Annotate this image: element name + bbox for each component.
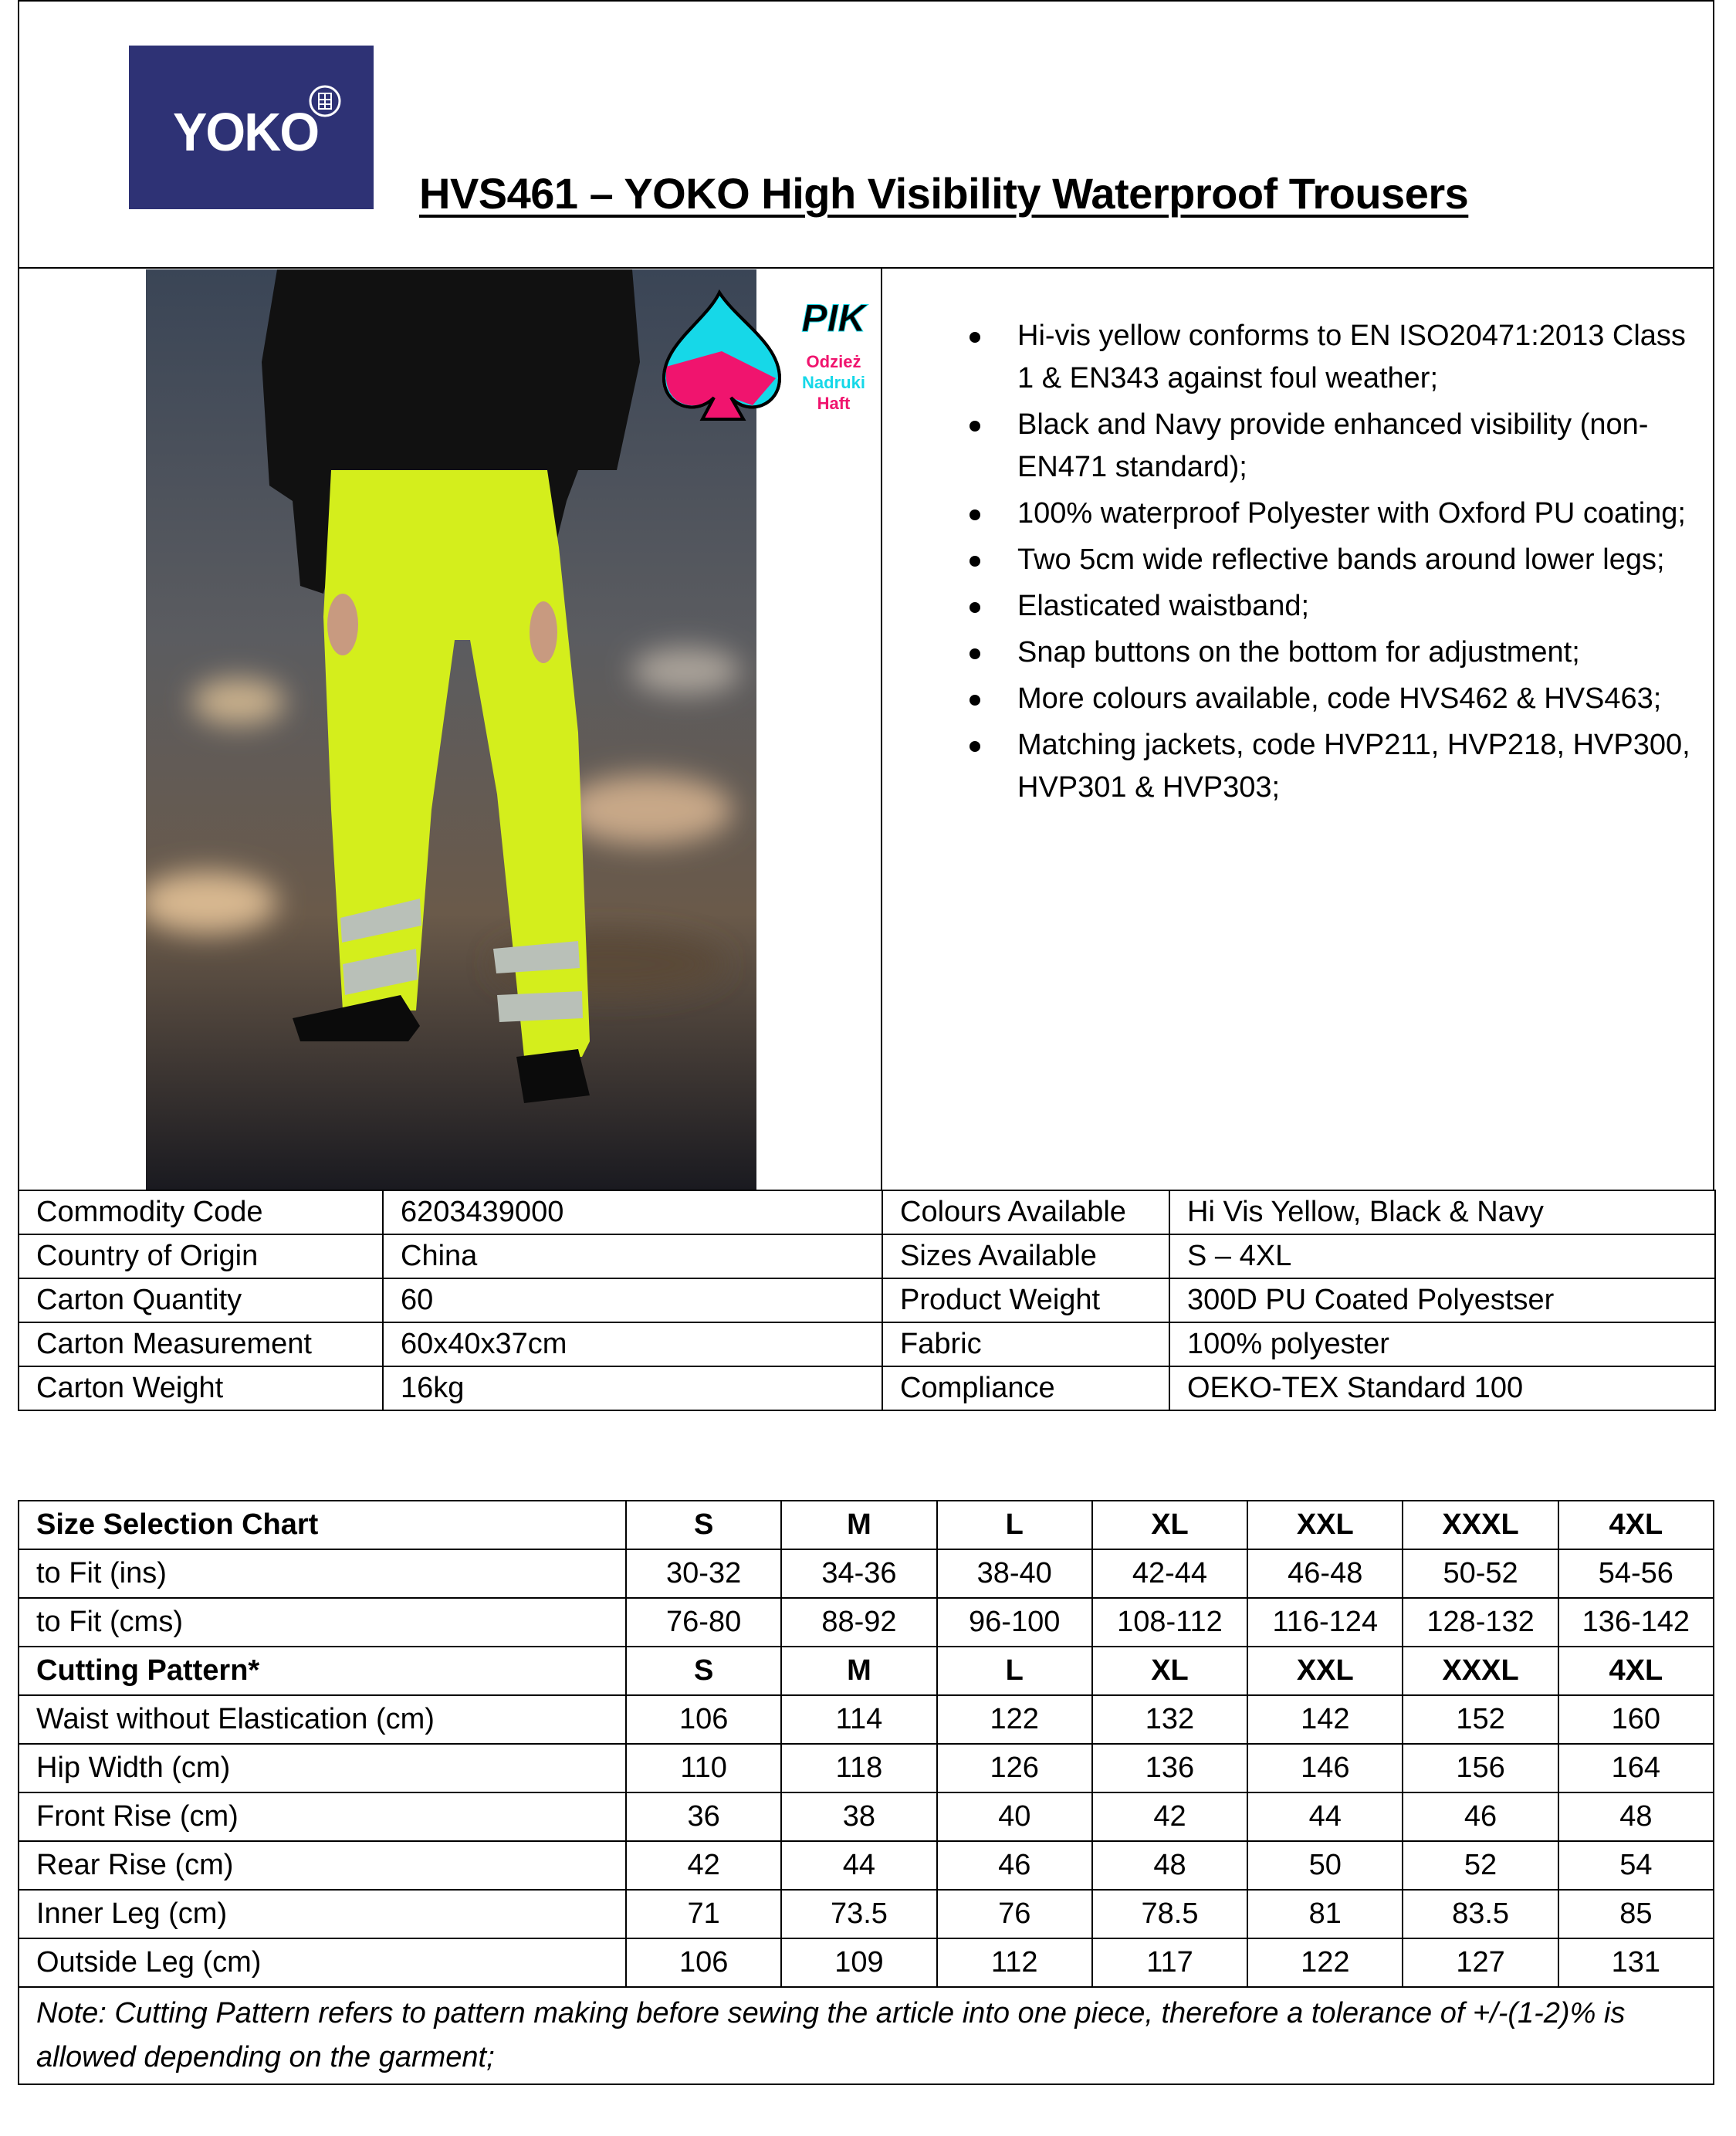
size-cell: 4XL: [1558, 1501, 1714, 1549]
spec-label: Carton Quantity: [19, 1278, 383, 1322]
size-cell: 52: [1403, 1841, 1558, 1890]
size-cell: 116-124: [1247, 1598, 1403, 1647]
size-cell: 34-36: [781, 1549, 936, 1598]
size-cell: 152: [1403, 1695, 1558, 1744]
pik-watermark: [660, 289, 876, 436]
size-row: [19, 1695, 1714, 1744]
size-cell: 46: [937, 1841, 1092, 1890]
size-cell: 126: [937, 1744, 1092, 1792]
spec-value: Hi Vis Yellow, Black & Navy: [1169, 1190, 1715, 1234]
size-row: [19, 1501, 1714, 1549]
size-cell: 42: [626, 1841, 781, 1890]
size-cell: 36: [626, 1792, 781, 1841]
feature-item: Two 5cm wide reflective bands around lower legs;: [970, 539, 1695, 581]
pik-tagline: [783, 351, 884, 414]
spec-value: China: [383, 1234, 882, 1278]
size-cell: XXXL: [1403, 1647, 1558, 1695]
vest-icon: [308, 84, 342, 118]
spec-row: [19, 1190, 1715, 1234]
size-cell: M: [781, 1501, 936, 1549]
spec-label: Sizes Available: [882, 1234, 1169, 1278]
size-cell: 122: [937, 1695, 1092, 1744]
size-cell: 122: [1247, 1938, 1403, 1987]
yoko-logo: [129, 46, 374, 209]
size-cell: 44: [1247, 1792, 1403, 1841]
size-cell: 164: [1558, 1744, 1714, 1792]
size-cell: 136-142: [1558, 1598, 1714, 1647]
size-cell: L: [937, 1501, 1092, 1549]
size-row-label: Front Rise (cm): [19, 1792, 626, 1841]
size-row-label: Size Selection Chart: [19, 1501, 626, 1549]
size-cell: 131: [1558, 1938, 1714, 1987]
size-row-label: Inner Leg (cm): [19, 1890, 626, 1938]
size-cell: L: [937, 1647, 1092, 1695]
size-cell: 38-40: [937, 1549, 1092, 1598]
size-cell: 78.5: [1092, 1890, 1247, 1938]
size-cell: 42: [1092, 1792, 1247, 1841]
feature-item: Elasticated waistband;: [970, 585, 1695, 628]
spec-value: S – 4XL: [1169, 1234, 1715, 1278]
size-cell: 76: [937, 1890, 1092, 1938]
size-row-label: Cutting Pattern*: [19, 1647, 626, 1695]
spec-row: [19, 1234, 1715, 1278]
spec-value: 60: [383, 1278, 882, 1322]
spec-value: OEKO-TEX Standard 100: [1169, 1366, 1715, 1410]
size-row: [19, 1841, 1714, 1890]
spec-label: Country of Origin: [19, 1234, 383, 1278]
spec-label: Colours Available: [882, 1190, 1169, 1234]
spec-row: [19, 1278, 1715, 1322]
feature-list: [970, 315, 1695, 813]
size-cell: 48: [1092, 1841, 1247, 1890]
size-cell: 160: [1558, 1695, 1714, 1744]
size-row: [19, 1890, 1714, 1938]
note-row: [19, 1987, 1714, 2084]
size-cell: 46-48: [1247, 1549, 1403, 1598]
size-row: [19, 1598, 1714, 1647]
page-title: HVS461 – YOKO High Visibility Waterproof Trousers: [419, 169, 1469, 218]
size-cell: 50: [1247, 1841, 1403, 1890]
feature-item: Snap buttons on the bottom for adjustment;: [970, 631, 1695, 674]
feature-item: More colours available, code HVS462 & HVS463;: [970, 678, 1695, 720]
size-row-label: to Fit (ins): [19, 1549, 626, 1598]
size-cell: XXL: [1247, 1647, 1403, 1695]
size-cell: 4XL: [1558, 1647, 1714, 1695]
size-cell: 83.5: [1403, 1890, 1558, 1938]
size-row-label: Outside Leg (cm): [19, 1938, 626, 1987]
spec-value: 100% polyester: [1169, 1322, 1715, 1366]
spec-value: 300D PU Coated Polyestser: [1169, 1278, 1715, 1322]
spec-row: [19, 1322, 1715, 1366]
spec-table: [18, 1190, 1716, 1411]
spec-value: 6203439000: [383, 1190, 882, 1234]
spade-icon: [660, 289, 783, 428]
size-cell: 108-112: [1092, 1598, 1247, 1647]
size-cell: 156: [1403, 1744, 1558, 1792]
size-row: [19, 1549, 1714, 1598]
pik-line: Haft: [817, 394, 851, 413]
size-cell: 54-56: [1558, 1549, 1714, 1598]
spec-row: [19, 1366, 1715, 1410]
size-cell: 46: [1403, 1792, 1558, 1841]
spec-label: Product Weight: [882, 1278, 1169, 1322]
size-cell: M: [781, 1647, 936, 1695]
size-row: [19, 1938, 1714, 1987]
pik-brand: PIK: [801, 296, 866, 340]
feature-item: 100% waterproof Polyester with Oxford PU coating;: [970, 493, 1695, 535]
size-row-label: to Fit (cms): [19, 1598, 626, 1647]
size-cell: 110: [626, 1744, 781, 1792]
size-cell: XL: [1092, 1501, 1247, 1549]
size-cell: 96-100: [937, 1598, 1092, 1647]
size-chart-note: Note: Cutting Pattern refers to pattern making before sewing the article into one piece, therefore a tolerance of +/-(1-2)% is allowed depending on the garment;: [19, 1987, 1714, 2084]
size-cell: 73.5: [781, 1890, 936, 1938]
size-row: [19, 1647, 1714, 1695]
spec-value: 16kg: [383, 1366, 882, 1410]
size-cell: XXXL: [1403, 1501, 1558, 1549]
spec-value: 60x40x37cm: [383, 1322, 882, 1366]
size-cell: 42-44: [1092, 1549, 1247, 1598]
size-row-label: Rear Rise (cm): [19, 1841, 626, 1890]
size-cell: 81: [1247, 1890, 1403, 1938]
size-cell: 71: [626, 1890, 781, 1938]
size-cell: 54: [1558, 1841, 1714, 1890]
spec-label: Compliance: [882, 1366, 1169, 1410]
size-cell: 128-132: [1403, 1598, 1558, 1647]
size-cell: 40: [937, 1792, 1092, 1841]
size-cell: 44: [781, 1841, 936, 1890]
size-cell: 112: [937, 1938, 1092, 1987]
size-cell: 136: [1092, 1744, 1247, 1792]
size-cell: 132: [1092, 1695, 1247, 1744]
size-row: [19, 1792, 1714, 1841]
size-cell: XXL: [1247, 1501, 1403, 1549]
size-cell: 38: [781, 1792, 936, 1841]
spec-label: Carton Measurement: [19, 1322, 383, 1366]
size-chart-table: [18, 1500, 1714, 2085]
spec-label: Carton Weight: [19, 1366, 383, 1410]
size-cell: 127: [1403, 1938, 1558, 1987]
size-cell: 106: [626, 1938, 781, 1987]
size-cell: 30-32: [626, 1549, 781, 1598]
size-cell: 146: [1247, 1744, 1403, 1792]
spec-label: Commodity Code: [19, 1190, 383, 1234]
size-cell: 117: [1092, 1938, 1247, 1987]
pik-line: Nadruki: [802, 373, 865, 392]
size-row-label: Hip Width (cm): [19, 1744, 626, 1792]
size-cell: 50-52: [1403, 1549, 1558, 1598]
size-cell: 76-80: [626, 1598, 781, 1647]
size-cell: XL: [1092, 1647, 1247, 1695]
logo-text: YOKO: [172, 102, 319, 162]
size-cell: 114: [781, 1695, 936, 1744]
size-cell: 118: [781, 1744, 936, 1792]
size-cell: 106: [626, 1695, 781, 1744]
size-row-label: Waist without Elastication (cm): [19, 1695, 626, 1744]
size-cell: 142: [1247, 1695, 1403, 1744]
size-cell: 88-92: [781, 1598, 936, 1647]
feature-item: Black and Navy provide enhanced visibility (non-EN471 standard);: [970, 404, 1695, 489]
size-cell: 48: [1558, 1792, 1714, 1841]
pik-line: Odzież: [806, 352, 861, 371]
size-cell: 85: [1558, 1890, 1714, 1938]
size-cell: S: [626, 1647, 781, 1695]
spec-label: Fabric: [882, 1322, 1169, 1366]
size-row: [19, 1744, 1714, 1792]
size-cell: 109: [781, 1938, 936, 1987]
size-cell: S: [626, 1501, 781, 1549]
feature-item: Matching jackets, code HVP211, HVP218, HVP300, HVP301 & HVP303;: [970, 724, 1695, 809]
feature-item: Hi-vis yellow conforms to EN ISO20471:2013 Class 1 & EN343 against foul weather;: [970, 315, 1695, 400]
